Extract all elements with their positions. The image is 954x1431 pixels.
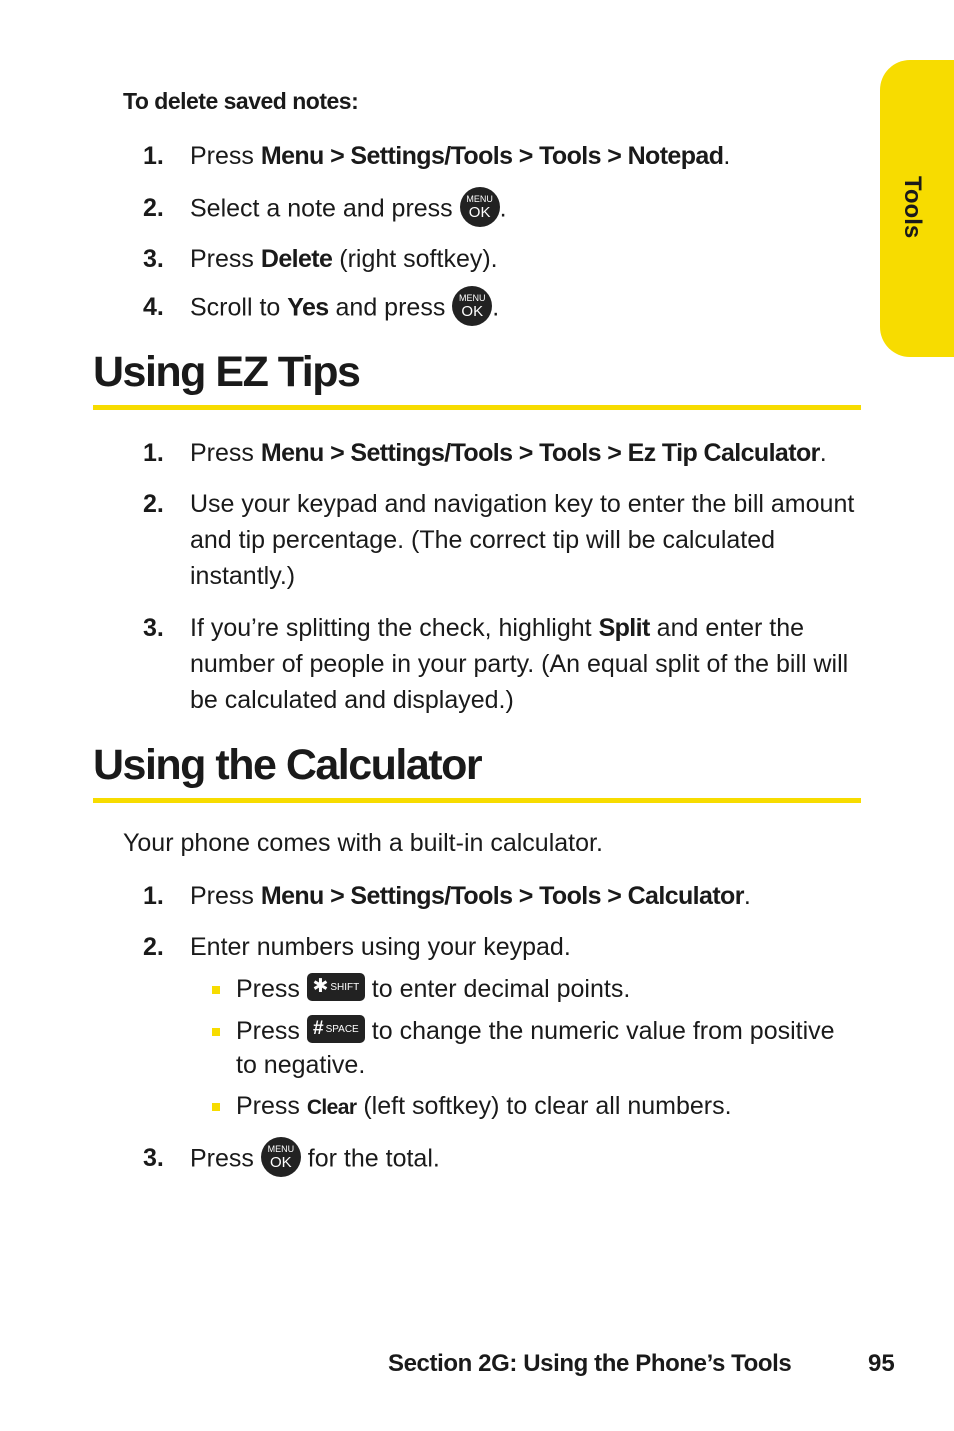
calculator-intro: Your phone comes with a built-in calculator. [123, 829, 603, 857]
bullet-square-icon [212, 986, 220, 994]
bullet-square-icon [212, 1028, 220, 1036]
ez-tips-rule [93, 405, 861, 410]
calculator-rule [93, 798, 861, 803]
calculator-title: Using the Calculator [93, 741, 482, 789]
footer-section-title: Section 2G: Using the Phone’s Tools [388, 1350, 792, 1377]
menu-ok-key-icon: MENU OK [452, 286, 492, 326]
page-number: 95 [868, 1350, 895, 1377]
menu-path: Menu > Settings/Tools > Tools > Ez Tip Calculator [260, 439, 820, 467]
space-key-icon: # SPACE [307, 1015, 365, 1043]
menu-path: Menu > Settings/Tools > Tools > Notepad [260, 142, 724, 170]
menu-ok-key-icon: MENU OK [460, 187, 500, 227]
bullet-square-icon [212, 1103, 220, 1111]
menu-ok-key-icon: MENU OK [261, 1137, 301, 1177]
shift-key-icon: ✱ SHIFT [307, 973, 365, 1001]
side-tab-label: Tools [899, 176, 926, 239]
ez-tips-title: Using EZ Tips [93, 348, 360, 396]
delete-notes-heading: To delete saved notes: [123, 88, 359, 114]
menu-path: Menu > Settings/Tools > Tools > Calculator [260, 882, 744, 910]
